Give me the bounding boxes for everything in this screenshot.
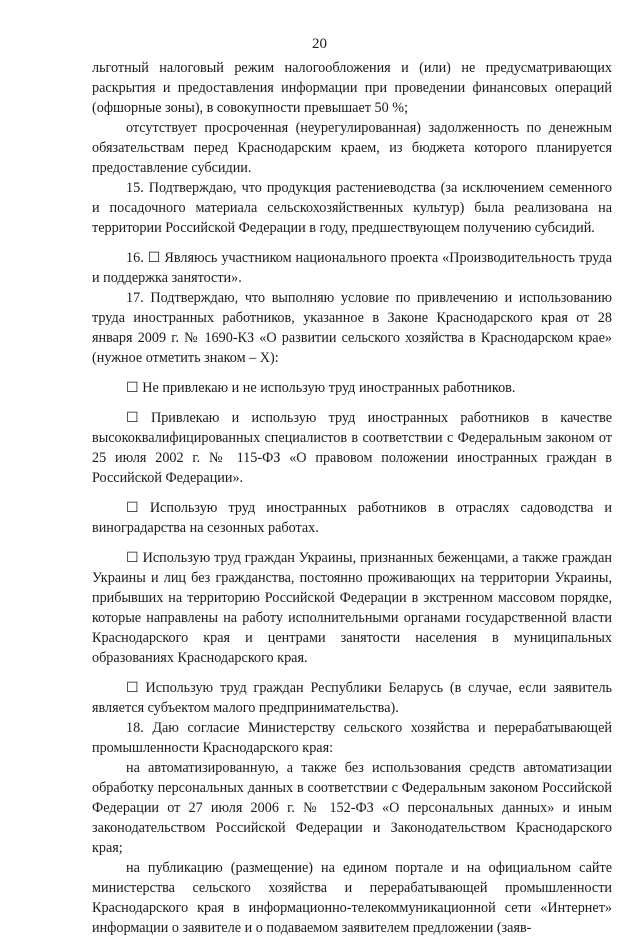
paragraph: льготный налоговый режим налогообложения и (или) не предусматривающих раскрытия и предоставления информации при проведении финансовых операций (офшорные зоны), в совокупности превышает 50 %; <box>92 60 612 116</box>
paragraph: на автоматизированную, а также без использования средств автоматизации обработку персональных данных в соответствии с Федеральным законом Российской Федерации от 27 июля 2006 г. № 152-ФЗ «О персональных данных» и иным законодательством Российской Федерации и Законодательством Краснодарского края; <box>92 760 612 856</box>
paragraph: 16. ☐ Являюсь участником национального проекта «Производительность труда и поддержка занятости». <box>92 250 612 286</box>
paragraph: отсутствует просроченная (неурегулированная) задолженность по денежным обязательствам перед Краснодарским краем, из бюджета которого планируется предоставление субсидии. <box>92 120 612 176</box>
document-body <box>92 58 612 938</box>
paragraph: ☐ Использую труд иностранных работников в отраслях садоводства и виноградарства на сезонных работах. <box>92 500 612 536</box>
paragraph: ☐ Использую труд граждан Республики Беларусь (в случае, если заявитель является субъектом малого предпринимательства). <box>92 680 612 716</box>
paragraph: ☐ Не привлекаю и не использую труд иностранных работников. <box>126 380 516 396</box>
paragraph: ☐ Использую труд граждан Украины, признанных беженцами, а также граждан Украины и лиц без гражданства, постоянно проживающих на территории Украины, прибывших на территорию Российской Федерации в экстренном массовом порядке, которые направлены на работу исполнительными органами государственной власти Краснодарского края и центрами занятости населения в муниципальных образованиях Краснодарского края. <box>92 550 612 666</box>
page-number: 20 <box>312 36 327 52</box>
paragraph: 15. Подтверждаю, что продукция растениеводства (за исключением семенного и посадочного материала сельскохозяйственных культур) была реализована на территории Российской Федерации в году, предшествующем получению субсидий. <box>92 180 612 236</box>
paragraph: на публикацию (размещение) на едином портале и на официальном сайте министерства сельского хозяйства и перерабатывающей промышленности Краснодарского края в информационно-телекоммуникационной сети «Интернет» информации о заявителе и о подаваемом заявителем предложении (заяв- <box>92 860 612 936</box>
paragraph: ☐ Привлекаю и использую труд иностранных работников в качестве высококвалифицированных специалистов в соответствии с Федеральным законом от 25 июля 2002 г. № 115-ФЗ «О правовом положении иностранных граждан в Российской Федерации». <box>92 410 612 486</box>
paragraph: 18. Даю согласие Министерству сельского хозяйства и перерабатывающей промышленности Краснодарского края: <box>92 720 612 756</box>
paragraph: 17. Подтверждаю, что выполняю условие по привлечению и использованию труда иностранных работников, указанное в Законе Краснодарского края от 28 января 2009 г. № 1690-КЗ «О развитии сельского хозяйства в Краснодарском крае» (нужное отметить знаком – Х): <box>92 290 612 366</box>
